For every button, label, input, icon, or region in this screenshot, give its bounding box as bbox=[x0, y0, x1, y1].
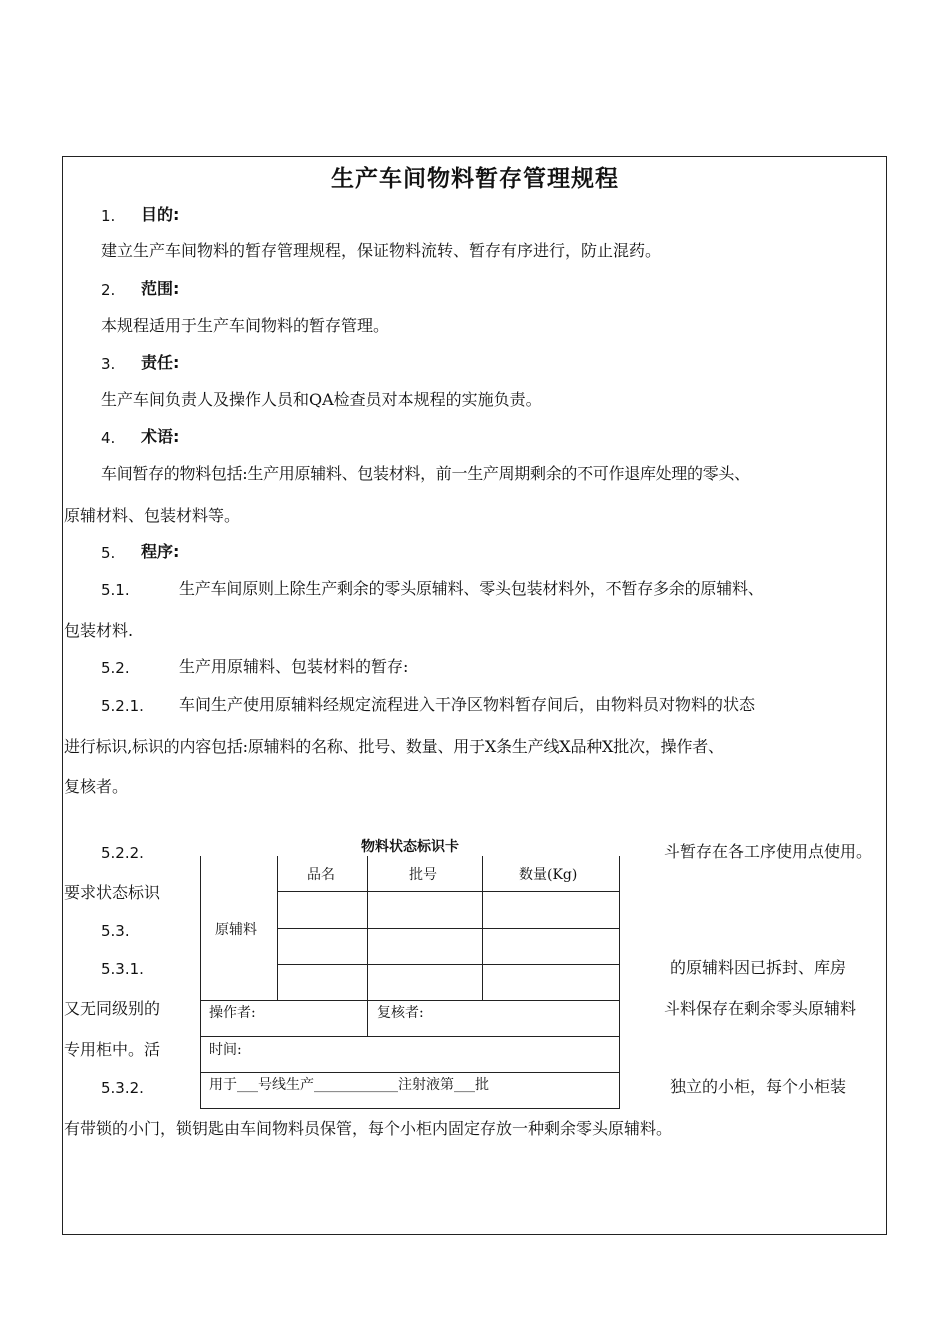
card-hline bbox=[201, 1036, 620, 1037]
section-3-number: 3. bbox=[101, 355, 116, 373]
card-operator: 操作者: bbox=[209, 1005, 256, 1021]
para-5-1-line1: 生产车间原则上除生产剩余的零头原辅料、零头包装材料外，不暂存多余的原辅料、 bbox=[179, 579, 764, 598]
para-5-2-1-number: 5.2.1. bbox=[101, 697, 144, 715]
section-1-heading: 目的: bbox=[141, 205, 180, 224]
para-5-3-1-right: 的原辅料因已拆封、库房 bbox=[670, 958, 847, 977]
section-5-heading: 程序: bbox=[141, 542, 180, 561]
card-vline bbox=[367, 856, 368, 1036]
section-2-number: 2. bbox=[101, 281, 116, 299]
card-usage: 用于___号线生产____________注射液第___批 bbox=[209, 1077, 489, 1093]
para-5-1-number: 5.1. bbox=[101, 581, 130, 599]
para-5-1-line2: 包装材料. bbox=[64, 621, 134, 640]
para-5-2-line1: 生产用原辅料、包装材料的暂存: bbox=[179, 657, 409, 676]
section-2-heading: 范围: bbox=[141, 279, 180, 298]
card-hline bbox=[277, 928, 620, 929]
section-4-number: 4. bbox=[101, 429, 116, 447]
page-title: 生产车间物料暂存管理规程 bbox=[331, 166, 619, 192]
section-1-body: 建立生产车间物料的暂存管理规程，保证物料流转、暂存有序进行，防止混药。 bbox=[101, 241, 662, 260]
para-5-2-2-line2: 要求状态标识 bbox=[64, 883, 161, 902]
card-vline bbox=[482, 856, 483, 1000]
para-5-3-1-line2-left: 又无同级别的 bbox=[64, 999, 161, 1018]
para-5-2-1-line3: 复核者。 bbox=[64, 777, 129, 796]
section-4-body-line2: 原辅材料、包装材料等。 bbox=[64, 506, 241, 525]
card-hline bbox=[277, 891, 620, 892]
para-5-3-2-number: 5.3.2. bbox=[101, 1079, 144, 1097]
material-status-card bbox=[200, 855, 620, 1109]
section-3-heading: 责任: bbox=[141, 353, 180, 372]
para-5-2-2-right: 斗暂存在各工序使用点使用。 bbox=[664, 842, 873, 861]
card-hline bbox=[277, 964, 620, 965]
para-5-2-2-number: 5.2.2. bbox=[101, 844, 144, 862]
card-title: 物料状态标识卡 bbox=[200, 836, 620, 856]
card-hline bbox=[201, 1072, 620, 1073]
card-checker: 复核者: bbox=[377, 1005, 424, 1021]
para-5-2-number: 5.2. bbox=[101, 659, 130, 677]
para-5-3-1-line3-left: 专用柜中。活 bbox=[64, 1040, 161, 1059]
para-5-2-1-line2: 进行标识,标识的内容包括:原辅料的名称、批号、数量、用于X条生产线X品种X批次，操作者、 bbox=[64, 737, 724, 756]
para-5-3-2-right: 独立的小柜，每个小柜装 bbox=[670, 1077, 847, 1096]
section-5-number: 5. bbox=[101, 544, 116, 562]
card-col-name: 品名 bbox=[307, 867, 335, 883]
card-hline bbox=[201, 1000, 620, 1001]
section-4-heading: 术语: bbox=[141, 427, 180, 446]
para-5-3-number: 5.3. bbox=[101, 922, 130, 940]
para-5-3-1-number: 5.3.1. bbox=[101, 960, 144, 978]
section-1-number: 1. bbox=[101, 207, 116, 225]
card-col-batch: 批号 bbox=[409, 867, 437, 883]
card-time: 时间: bbox=[209, 1042, 242, 1058]
card-vline bbox=[277, 856, 278, 1000]
card-col-qty: 数量(Kg) bbox=[519, 867, 578, 883]
para-5-3-2-line2: 有带锁的小门，锁钥匙由车间物料员保管，每个小柜内固定存放一种剩余零头原辅料。 bbox=[64, 1119, 673, 1138]
section-3-body: 生产车间负责人及操作人员和QA检查员对本规程的实施负责。 bbox=[101, 390, 542, 409]
para-5-2-1-line1: 车间生产使用原辅料经规定流程进入干净区物料暂存间后，由物料员对物料的状态 bbox=[179, 695, 756, 714]
para-5-3-1-line2-right: 斗料保存在剩余零头原辅料 bbox=[664, 999, 857, 1018]
section-2-body: 本规程适用于生产车间物料的暂存管理。 bbox=[101, 316, 390, 335]
section-4-body-line1: 车间暂存的物料包括:生产用原辅料、包装材料，前一生产周期剩余的不可作退库处理的零头、 bbox=[101, 464, 750, 483]
card-row-label: 原辅料 bbox=[215, 922, 257, 938]
